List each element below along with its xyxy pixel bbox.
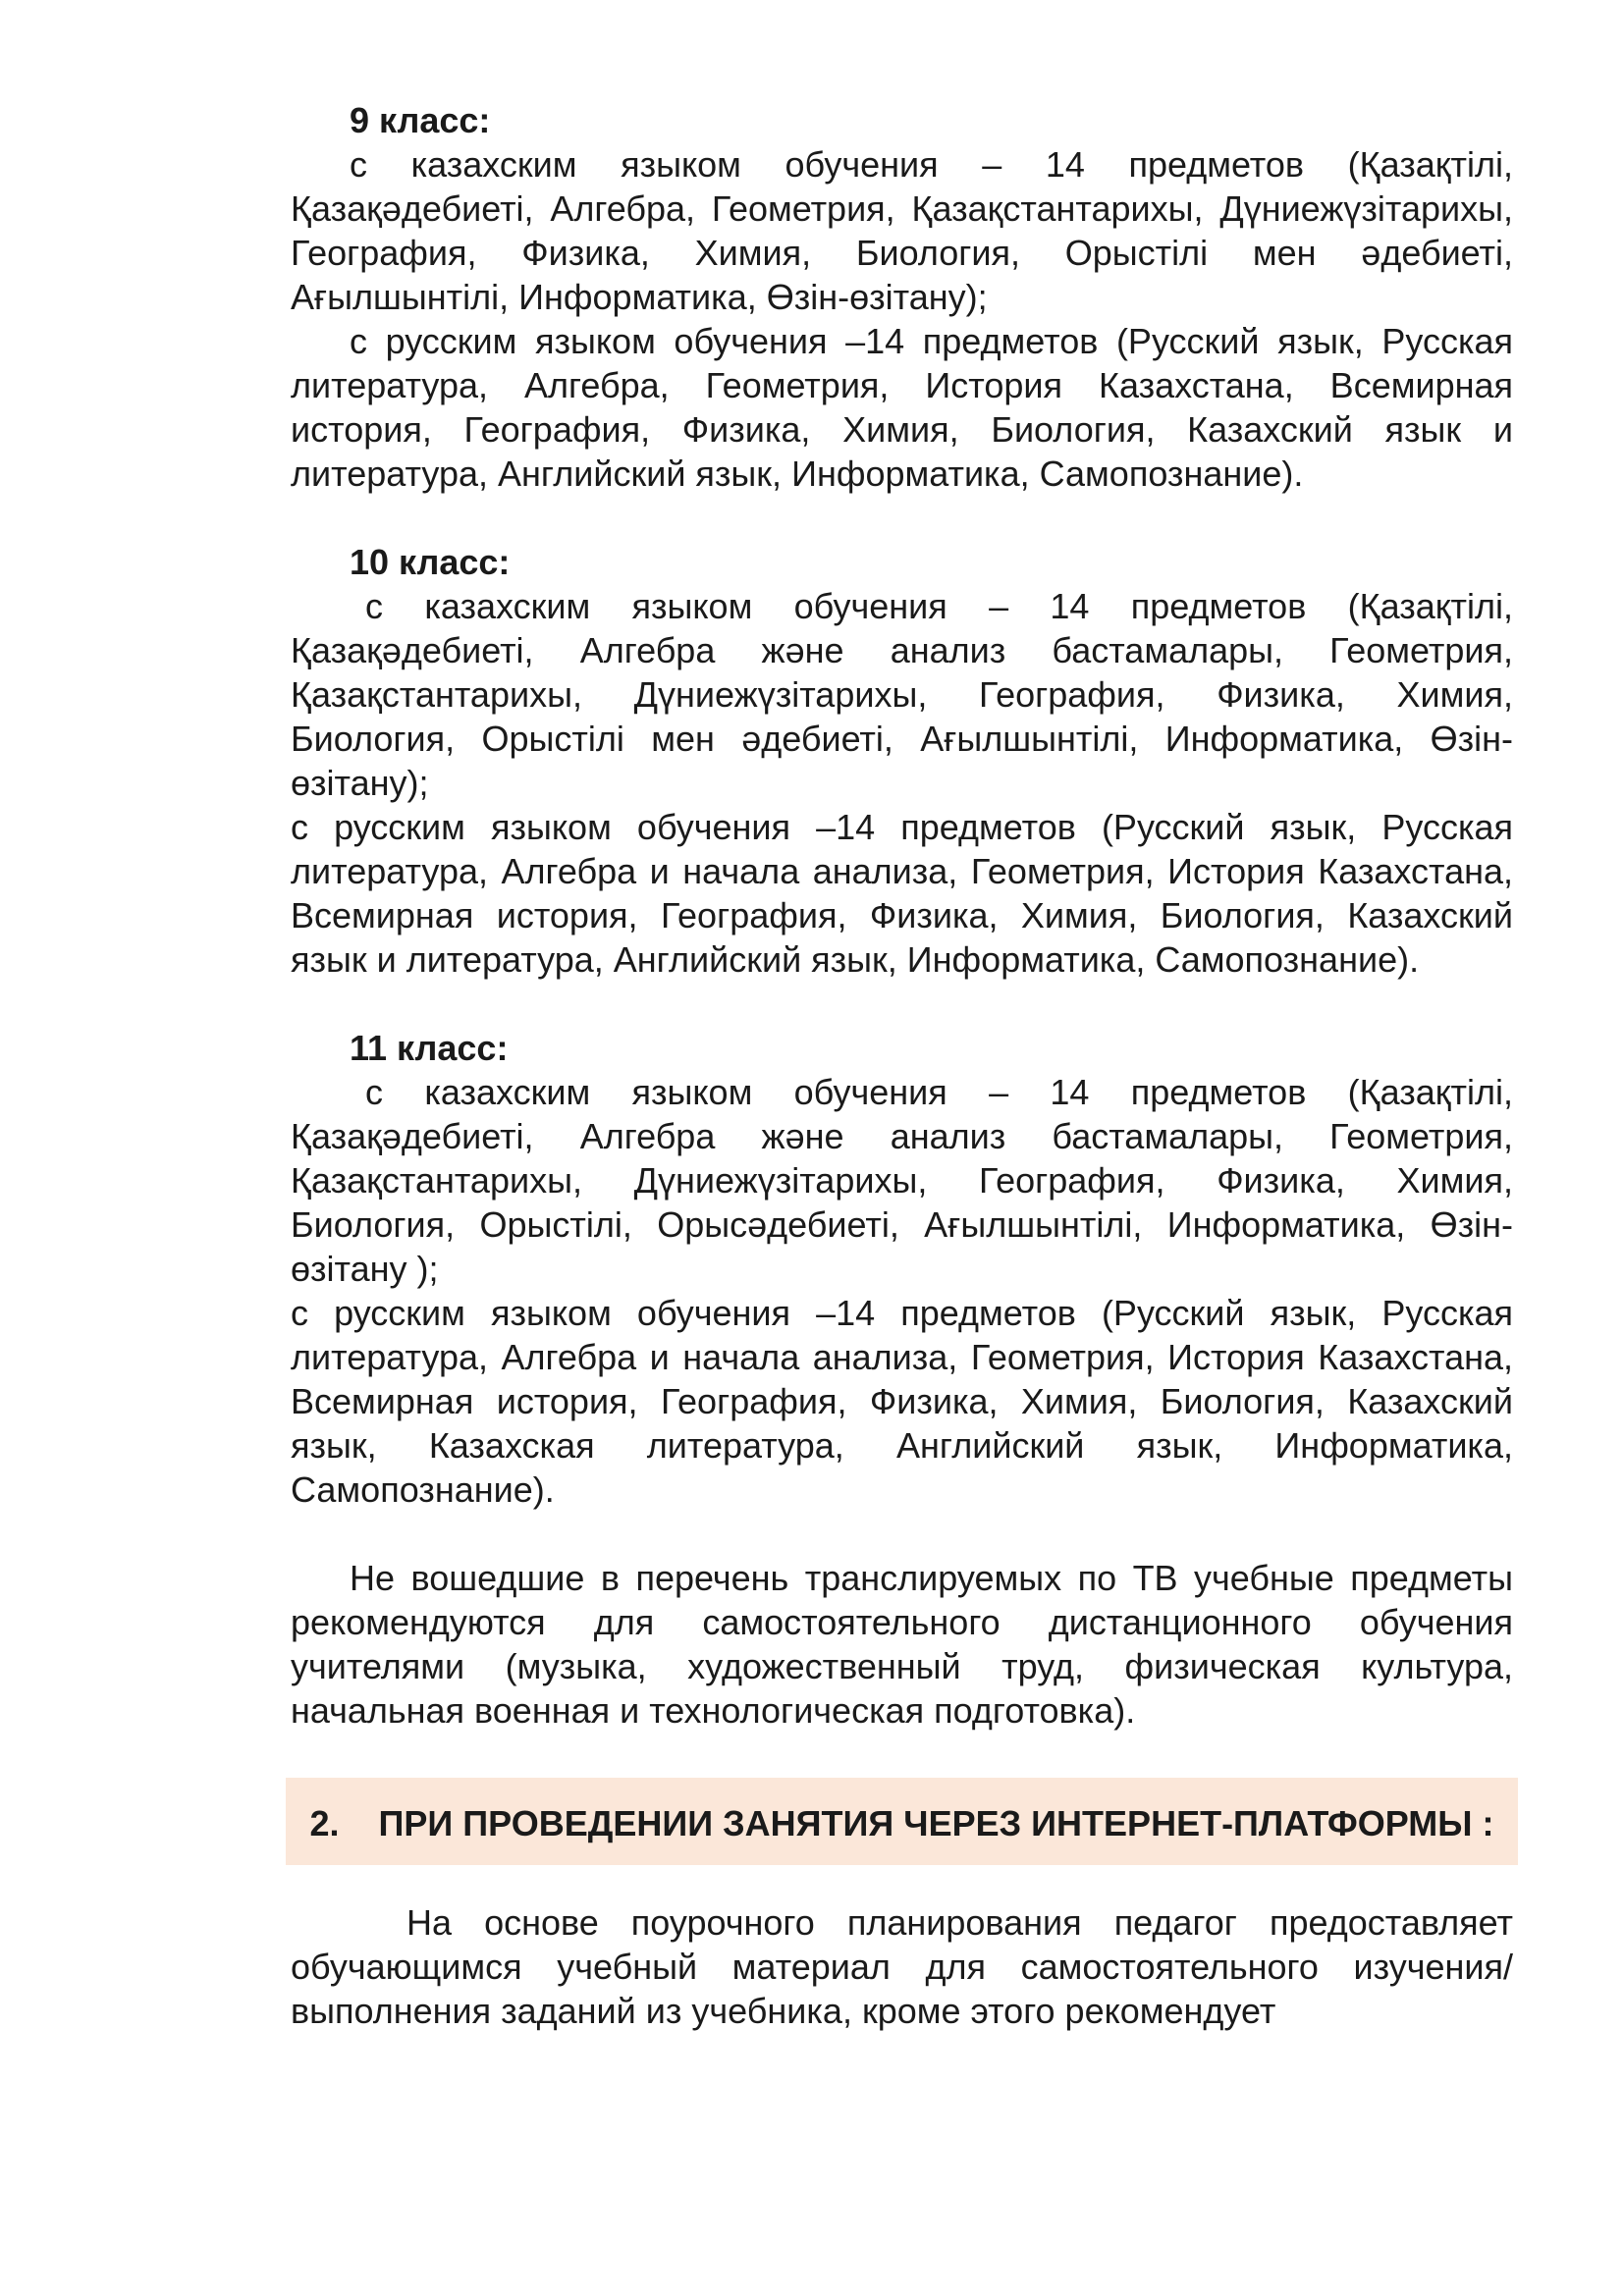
grade11-kazakh-paragraph: с казахским языком обучения – 14 предметов (Қазақтілі, Қазақәдебиеті, Алгебра және анализ бастамалары, Геометрия, Қазақстантарихы, Дүниежүзітарихы, География, Физика, Химия, Биология, Орыстілі, Орысәдебиеті, Ағылшынтілі, Информатика, Өзін-өзітану );	[291, 1072, 1513, 1289]
section-number: 2.	[309, 1803, 340, 1843]
grade10-kazakh-paragraph: с казахским языком обучения – 14 предметов (Қазақтілі, Қазақәдебиеті, Алгебра және анализ бастамалары, Геометрия, Қазақстантарихы, Дүниежүзітарихы, География, Физика, Химия, Биология, Орыстілі мен әдебиеті, Ағылшынтілі, Информатика, Өзін-өзітану);	[291, 586, 1513, 803]
grade11-russian-paragraph: с русским языком обучения –14 предметов (Русский язык, Русская литература, Алгебра и начала анализа, Геометрия, История Казахстана, Всемирная история, География, Физика, Химия, Биология, Казахский язык, Казахская литература, Английский язык, Информатика, Самопознание).	[291, 1293, 1513, 1510]
grade10-heading: 10 класс:	[350, 542, 511, 582]
final-paragraph: На основе поурочного планирования педагог предоставляет обучающимся учебный материал для самостоятельного изучения/ выполнения заданий из учебника, кроме этого рекомендует	[291, 1902, 1513, 2031]
grade9-kazakh-paragraph: с казахским языком обучения – 14 предметов (Қазақтілі, Қазақәдебиеті, Алгебра, Геометрия, Қазақстантарихы, Дүниежүзітарихы, География, Физика, Химия, Биология, Орыстілі мен әдебиеті, Ағылшынтілі, Информатика, Өзін-өзітану);	[291, 144, 1513, 317]
section-heading-box	[286, 1778, 1518, 1865]
grade9-russian-paragraph: с русским языком обучения –14 предметов (Русский язык, Русская литература, Алгебра, Геометрия, История Казахстана, Всемирная история, География, Физика, Химия, Биология, Казахский язык и литература, Английский язык, Информатика, Самопознание).	[291, 321, 1513, 494]
note-paragraph: Не вошедшие в перечень транслируемых по ТВ учебные предметы рекомендуются для самостоятельного дистанционного обучения учителями (музыка, художественный труд, физическая культура, начальная военная и технологическая подготовка).	[291, 1558, 1513, 1731]
grade11-heading: 11 класс:	[350, 1028, 509, 1068]
section-title-text: ПРИ ПРОВЕДЕНИИ ЗАНЯТИЯ ЧЕРЕЗ ИНТЕРНЕТ-ПЛАТФОРМЫ :	[378, 1803, 1494, 1843]
grade9-heading: 9 класс:	[350, 100, 491, 140]
document-page	[291, 98, 1513, 2033]
section-title	[286, 1800, 1518, 1846]
grade10-russian-paragraph: с русским языком обучения –14 предметов (Русский язык, Русская литература, Алгебра и начала анализа, Геометрия, История Казахстана, Всемирная история, География, Физика, Химия, Биология, Казахский язык и литература, Английский язык, Информатика, Самопознание).	[291, 807, 1513, 980]
